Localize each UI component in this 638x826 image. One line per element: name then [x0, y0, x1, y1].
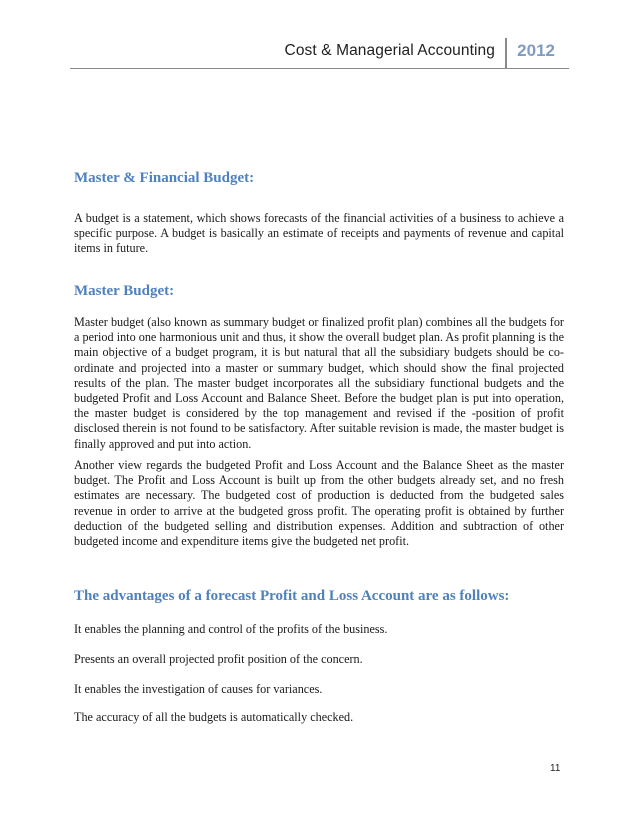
- heading-master-budget: Master Budget:: [74, 283, 175, 299]
- list-item: It enables the planning and control of the profits of the business.: [74, 622, 388, 636]
- list-item: The accuracy of all the budgets is automatically checked.: [74, 710, 354, 724]
- header-title: Cost & Managerial Accounting: [284, 42, 495, 59]
- page-number: 11: [550, 763, 561, 774]
- paragraph-master-budget: Master budget (also known as summary budget or finalized profit plan) combines all the budgets for a period into one harmonious unit and thus, it show the overall budget plan. As profit planning is the main objective of a budget program, it is but natural that all the subsidiary budgets should be co-ordinate and projected into a master or summary budget, which should show the final projected results of the plan. The master budget incorporates all the subsidiary functional budgets and the budgeted Profit and Loss Account and Balance Sheet. Before the budget plan is put into operation, the master budget is considered by the top management and revised if the -position of profit disclosed therein is not found to be satisfactory. After suitable revision is made, the master budget is finally approved and put into action.: [74, 315, 564, 451]
- header-year: 2012: [517, 41, 555, 60]
- heading-master-financial-budget: Master & Financial Budget:: [74, 170, 255, 186]
- page-header: [70, 36, 569, 69]
- heading-advantages: The advantages of a forecast Profit and Loss Account are as follows:: [74, 588, 510, 604]
- list-item: It enables the investigation of causes for variances.: [74, 682, 323, 696]
- paragraph-another-view: Another view regards the budgeted Profit and Loss Account and the Balance Sheet as the master budget. The Profit and Loss Account is built up from the other budgets already set, and no fresh estimates are necessary. The budgeted cost of production is deducted from the budgeted sales revenue in order to arrive at the budgeted gross profit. The operating profit is obtained by further deduction of the budgeted selling and distribution expenses. Addition and subtraction of other budgeted income and expenditure items give the budgeted net profit.: [74, 458, 564, 549]
- list-item: Presents an overall projected profit position of the concern.: [74, 652, 363, 666]
- header-divider: [505, 38, 507, 68]
- paragraph-budget-definition: A budget is a statement, which shows forecasts of the financial activities of a business to achieve a specific purpose. A budget is basically an estimate of receipts and payments of revenue and capital items in future.: [74, 211, 564, 256]
